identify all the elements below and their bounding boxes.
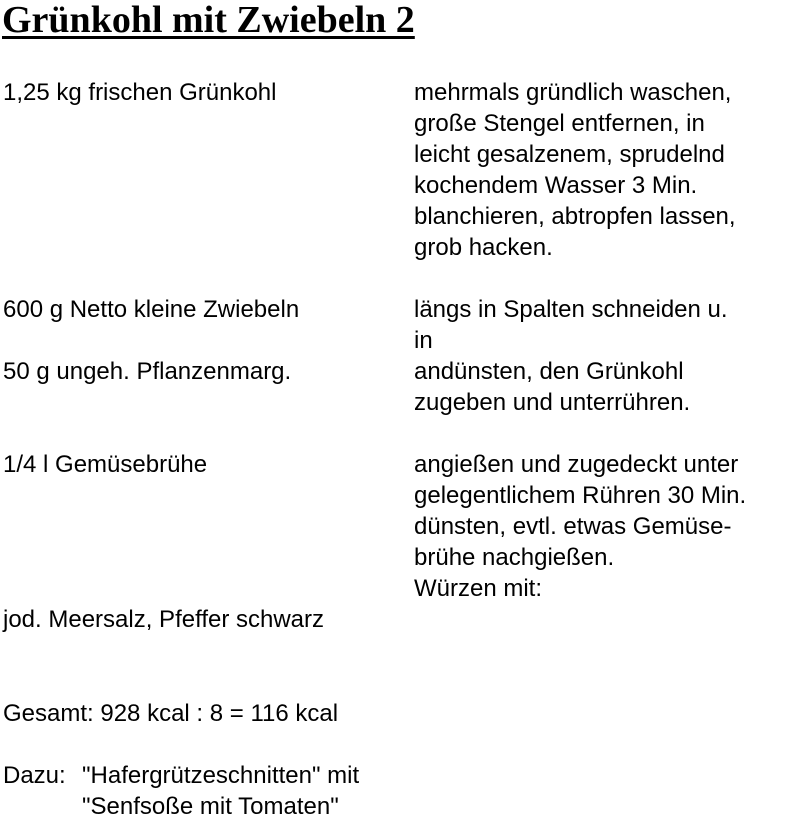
recipe-title: Grünkohl mit Zwiebeln 2 — [2, 0, 415, 41]
ingredient-broth: 1/4 l Gemüsebrühe — [3, 451, 208, 478]
seasoning: jod. Meersalz, Pfeffer schwarz — [3, 606, 325, 633]
instruction-line: Würzen mit: — [414, 575, 543, 602]
instruction-line: mehrmals gründlich waschen, — [414, 79, 732, 106]
instruction-line: in — [414, 327, 433, 354]
ingredient-margarine: 50 g ungeh. Pflanzenmarg. — [3, 358, 292, 385]
instruction-line: grob hacken. — [414, 234, 553, 261]
serving-line: "Senfsoße mit Tomaten" — [82, 793, 339, 820]
instruction-line: andünsten, den Grünkohl — [414, 358, 684, 385]
instruction-line: dünsten, evtl. etwas Gemüse- — [414, 513, 732, 540]
instruction-line: leicht gesalzenem, sprudelnd — [414, 141, 725, 168]
serving-label: Dazu: — [3, 762, 66, 789]
ingredient-onions: 600 g Netto kleine Zwiebeln — [3, 296, 300, 323]
instruction-line: kochendem Wasser 3 Min. — [414, 172, 698, 199]
calorie-total: Gesamt: 928 kcal : 8 = 116 kcal — [3, 700, 339, 727]
instruction-line: angießen und zugedeckt unter — [414, 451, 739, 478]
ingredient-kale: 1,25 kg frischen Grünkohl — [3, 79, 277, 106]
instruction-line: blanchieren, abtropfen lassen, — [414, 203, 736, 230]
instruction-line: gelegentlichem Rühren 30 Min. — [414, 482, 747, 509]
instruction-line: große Stengel entfernen, in — [414, 110, 705, 137]
instruction-line: brühe nachgießen. — [414, 544, 615, 571]
instruction-line: längs in Spalten schneiden u. — [414, 296, 728, 323]
serving-line: "Hafergrützeschnitten" mit — [82, 762, 360, 789]
instruction-line: zugeben und unterrühren. — [414, 389, 691, 416]
